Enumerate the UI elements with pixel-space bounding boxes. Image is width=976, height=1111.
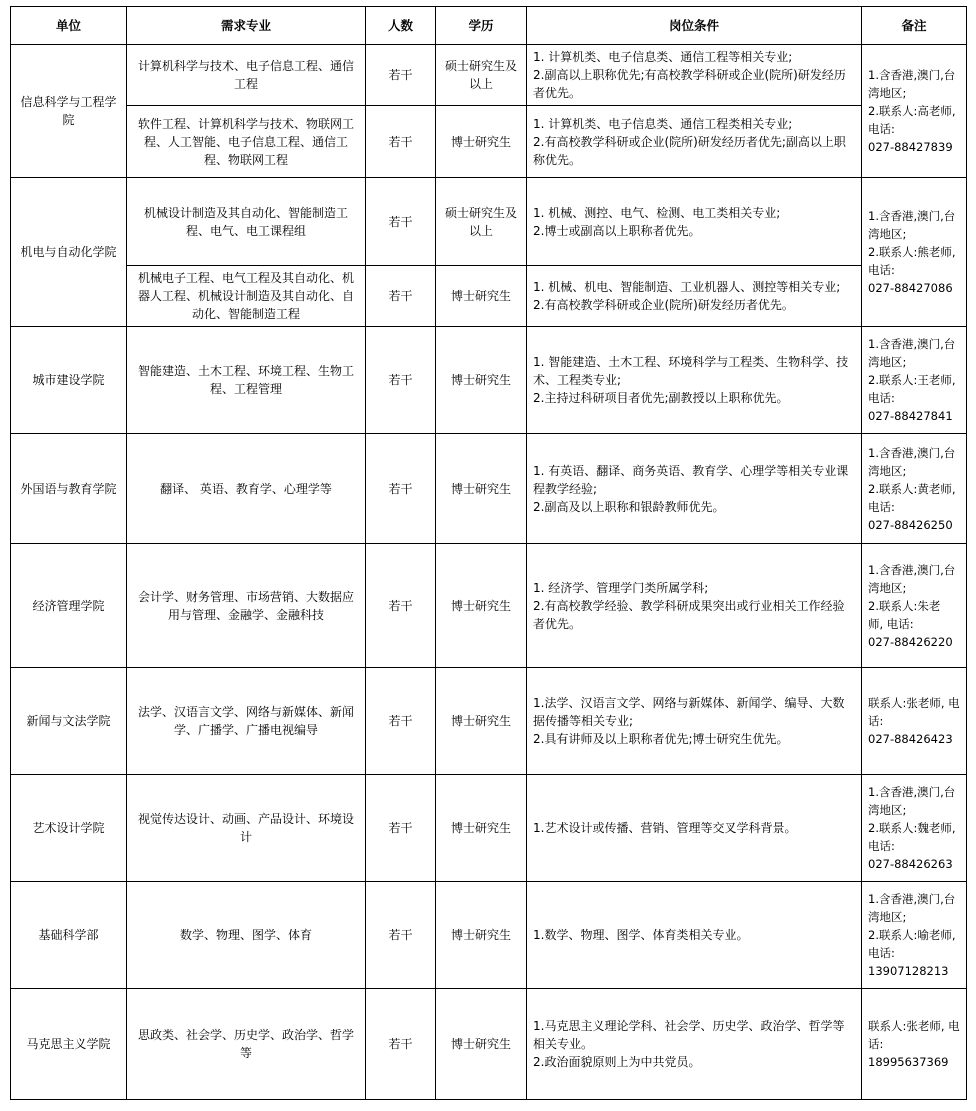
headcount: 若干: [366, 178, 436, 266]
remark-line: 027-88427086: [868, 281, 953, 295]
required-major: 会计学、财务管理、市场营销、大数据应用与管理、金融学、金融科技: [127, 544, 366, 668]
remarks: [862, 668, 967, 775]
required-major: 视觉传达设计、动画、产品设计、环境设计: [127, 775, 366, 882]
education-level: 博士研究生: [436, 668, 527, 775]
table-row: [11, 775, 967, 882]
remark-line: 2.联系人:高老师, 电话:: [868, 104, 956, 136]
header-remarks: 备注: [862, 7, 967, 45]
remark-line: 2.联系人:喻老师, 电话:: [868, 928, 956, 960]
table-row: [11, 434, 967, 544]
remarks: [862, 434, 967, 544]
education-level: 博士研究生: [436, 882, 527, 989]
education-level: 硕士研究生及以上: [436, 178, 527, 266]
table-row: [11, 106, 967, 178]
headcount: 若干: [366, 434, 436, 544]
condition-line: 1. 经济学、管理学门类所属学科;: [533, 580, 709, 595]
remark-line: 2.联系人:朱老: [868, 598, 941, 613]
remark-line: 联系人:张老师, 电话:: [868, 696, 960, 728]
remark-line: 1.含香港,澳门,台湾地区;: [868, 892, 956, 924]
remark-line: 027-88426250: [868, 517, 953, 532]
remark-line: 联系人:张老师, 电话:: [868, 1019, 960, 1051]
education-level: 博士研究生: [436, 327, 527, 434]
header-count: 人数: [366, 7, 436, 45]
remarks: [862, 45, 967, 178]
position-conditions: [527, 327, 862, 434]
position-conditions: [527, 668, 862, 775]
condition-line: 2.具有讲师及以上职称者优先;博士研究生优先。: [533, 732, 789, 746]
position-conditions: [527, 775, 862, 882]
education-level: 硕士研究生及以上: [436, 45, 527, 106]
position-conditions: [527, 882, 862, 989]
header-conditions: 岗位条件: [527, 7, 862, 45]
position-conditions: [527, 434, 862, 544]
headcount: 若干: [366, 668, 436, 775]
education-level: 博士研究生: [436, 266, 527, 327]
education-level: 博士研究生: [436, 989, 527, 1100]
remark-line: 1.含香港,澳门,台湾地区;: [868, 337, 956, 369]
remarks: [862, 178, 967, 327]
remarks: [862, 544, 967, 668]
required-major: 翻译、 英语、教育学、心理学等: [127, 434, 366, 544]
unit-name: 城市建设学院: [11, 327, 127, 434]
headcount: 若干: [366, 882, 436, 989]
table-row: [11, 327, 967, 434]
remark-line: 13907128213: [868, 964, 949, 978]
remark-line: 1.含香港,澳门,台湾地区;: [868, 68, 956, 100]
remark-line: 2.联系人:魏老师, 电话:: [868, 821, 956, 853]
table-row: [11, 178, 967, 266]
unit-name: 信息科学与工程学院: [11, 45, 127, 178]
condition-line: 2.政治面貌原则上为中共党员。: [533, 1055, 701, 1069]
table-row: [11, 668, 967, 775]
remark-line: 027-88426423: [868, 732, 953, 746]
required-major: 智能建造、土木工程、环境工程、生物工程、工程管理: [127, 327, 366, 434]
condition-line: 1. 计算机类、电子信息类、通信工程等相关专业;: [533, 50, 793, 64]
condition-line: 1.数学、物理、图学、体育类相关专业。: [533, 928, 749, 942]
position-conditions: [527, 45, 862, 106]
headcount: 若干: [366, 106, 436, 178]
headcount: 若干: [366, 266, 436, 327]
remark-line: 1.含香港,澳门,台湾地区;: [868, 209, 956, 241]
table-row: [11, 882, 967, 989]
header-major: 需求专业: [127, 7, 366, 45]
table-body: [11, 45, 967, 1100]
remark-line: 师, 电话:: [868, 616, 914, 631]
position-conditions: [527, 544, 862, 668]
remark-line: 027-88427839: [868, 140, 953, 154]
required-major: 机械设计制造及其自动化、智能制造工程、电气、电工课程组: [127, 178, 366, 266]
position-conditions: [527, 266, 862, 327]
remark-line: 2.联系人:熊老师, 电话:: [868, 245, 956, 277]
education-level: 博士研究生: [436, 775, 527, 882]
headcount: 若干: [366, 989, 436, 1100]
condition-line: 1. 机械、测控、电气、检测、电工类相关专业;: [533, 205, 781, 220]
condition-line: 2.博士或副高以上职称者优先。: [533, 223, 701, 238]
remarks: [862, 989, 967, 1100]
remarks: [862, 327, 967, 434]
required-major: 计算机科学与技术、电子信息工程、通信工程: [127, 45, 366, 106]
position-conditions: [527, 989, 862, 1100]
condition-line: 2.有高校教学科研或企业(院所)研发经历者优先;副高以上职称优先。: [533, 134, 846, 167]
unit-name: 马克思主义学院: [11, 989, 127, 1100]
unit-name: 艺术设计学院: [11, 775, 127, 882]
condition-line: 1. 有英语、翻译、商务英语、教育学、心理学等相关专业课程教学经验;: [533, 463, 849, 496]
required-major: 法学、汉语言文学、网络与新媒体、新闻学、广播学、广播电视编导: [127, 668, 366, 775]
condition-line: 2.有高校教学经验、教学科研成果突出或行业相关工作经验者优先。: [533, 598, 845, 631]
remarks: [862, 882, 967, 989]
condition-line: 1. 智能建造、土木工程、环境科学与工程类、生物科学、技术、工程类专业;: [533, 355, 849, 387]
remark-line: 027-88426263: [868, 857, 953, 871]
remark-line: 027-88427841: [868, 409, 953, 423]
condition-line: 1.艺术设计或传播、营销、管理等交叉学科背景。: [533, 821, 797, 835]
condition-line: 1.法学、汉语言文学、网络与新媒体、新闻学、编导、大数据传播等相关专业;: [533, 696, 845, 728]
headcount: 若干: [366, 45, 436, 106]
position-conditions: [527, 178, 862, 266]
remark-line: 1.含香港,澳门,台湾地区;: [868, 445, 956, 478]
condition-line: 2.副高以上职称优先;有高校教学科研或企业(院所)研发经历者优先。: [533, 68, 846, 100]
position-conditions: [527, 106, 862, 178]
education-level: 博士研究生: [436, 106, 527, 178]
education-level: 博士研究生: [436, 434, 527, 544]
remark-line: 1.含香港,澳门,台湾地区;: [868, 562, 956, 595]
unit-name: 外国语与教育学院: [11, 434, 127, 544]
education-level: 博士研究生: [436, 544, 527, 668]
headcount: 若干: [366, 327, 436, 434]
header-edu: 学历: [436, 7, 527, 45]
remark-line: 1.含香港,澳门,台湾地区;: [868, 785, 956, 817]
unit-name: 经济管理学院: [11, 544, 127, 668]
remark-line: 027-88426220: [868, 634, 953, 649]
remark-line: 2.联系人:黄老师, 电话:: [868, 481, 956, 514]
table-row: [11, 45, 967, 106]
condition-line: 2.副高及以上职称和银龄教师优先。: [533, 499, 725, 514]
unit-name: 机电与自动化学院: [11, 178, 127, 327]
unit-name: 基础科学部: [11, 882, 127, 989]
table-row: [11, 989, 967, 1100]
remark-line: 18995637369: [868, 1055, 949, 1069]
remarks: [862, 775, 967, 882]
condition-line: 2.有高校教学科研或企业(院所)研发经历者优先。: [533, 298, 794, 312]
required-major: 思政类、社会学、历史学、政治学、哲学等: [127, 989, 366, 1100]
condition-line: 1. 机械、机电、智能制造、工业机器人、测控等相关专业;: [533, 280, 841, 294]
recruitment-table: [10, 6, 967, 1100]
table-row: [11, 266, 967, 327]
headcount: 若干: [366, 544, 436, 668]
unit-name: 新闻与文法学院: [11, 668, 127, 775]
header-unit: 单位: [11, 7, 127, 45]
condition-line: 1. 计算机类、电子信息类、通信工程类相关专业;: [533, 116, 793, 131]
required-major: 软件工程、计算机科学与技术、物联网工程、人工智能、电子信息工程、通信工程、物联网工程: [127, 106, 366, 178]
header-row: [11, 7, 967, 45]
condition-line: 1.马克思主义理论学科、社会学、历史学、政治学、哲学等相关专业。: [533, 1019, 845, 1051]
table-row: [11, 544, 967, 668]
headcount: 若干: [366, 775, 436, 882]
condition-line: 2.主持过科研项目者优先;副教授以上职称优先。: [533, 391, 789, 405]
remark-line: 2.联系人:王老师, 电话:: [868, 373, 956, 405]
required-major: 数学、物理、图学、体育: [127, 882, 366, 989]
required-major: 机械电子工程、电气工程及其自动化、机器人工程、机械设计制造及其自动化、自动化、智能制造工程: [127, 266, 366, 327]
